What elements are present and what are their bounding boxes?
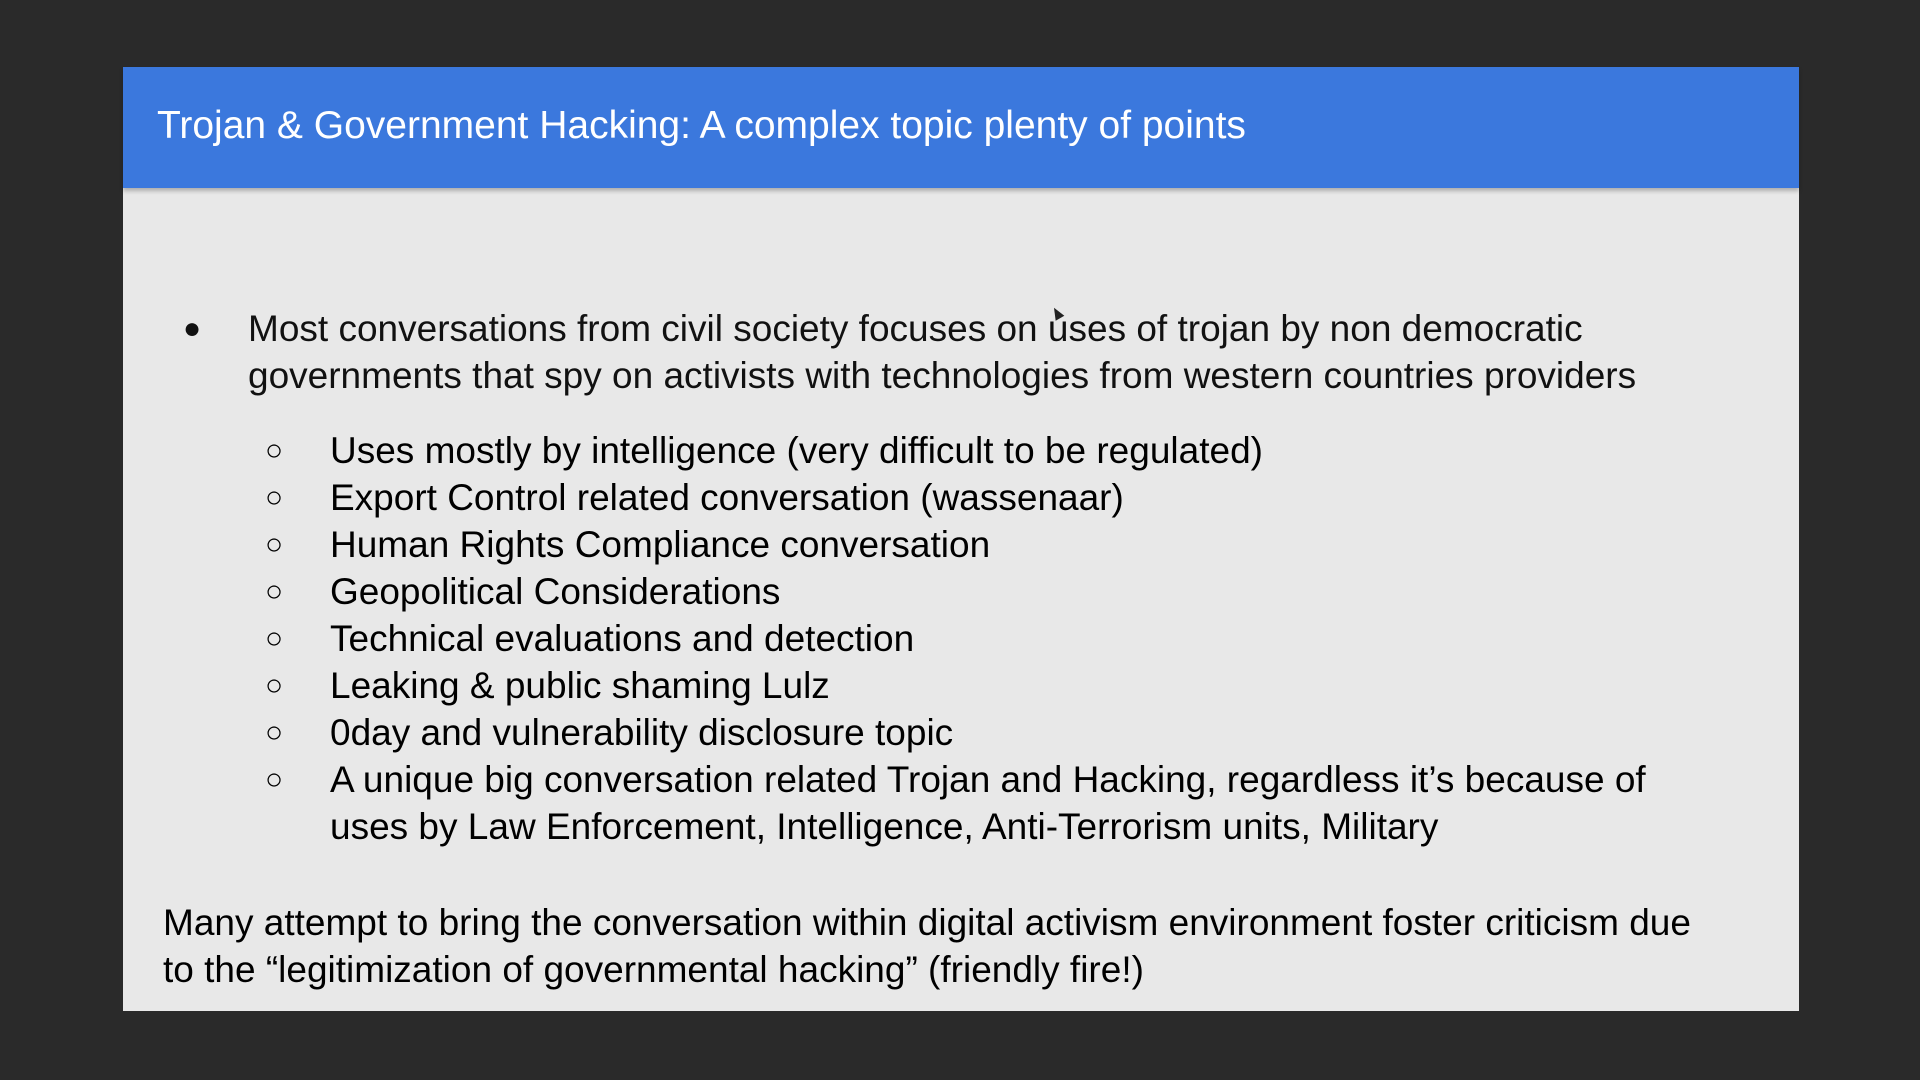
sub-bullet-text: A unique big conversation related Trojan and Hacking, regardless it’s because of uses by Law Enforcement, Intelligence, Anti-Terrorism units, Military: [330, 759, 1646, 847]
closing-statement: Many attempt to bring the conversation within digital activism environment foster criticism due to the “legitimization of governmental hacking” (friendly fire!): [163, 902, 1691, 990]
slide: [123, 67, 1799, 1011]
sub-bullet-marker: ○: [265, 481, 284, 514]
bullet-marker: ●: [183, 312, 202, 345]
sub-bullet-marker: ○: [265, 716, 284, 749]
sub-bullet-text: Uses mostly by intelligence (very difficult to be regulated): [330, 430, 1263, 471]
sub-bullet-item: [265, 521, 1730, 568]
sub-bullet-text: Leaking & public shaming Lulz: [330, 665, 830, 706]
sub-bullet-item: [265, 662, 1730, 709]
slide-title: Trojan & Government Hacking: A complex topic plenty of points: [157, 104, 1246, 147]
sub-bullet-marker: ○: [265, 575, 284, 608]
sub-bullet-text: Geopolitical Considerations: [330, 571, 781, 612]
slide-header: [123, 67, 1799, 188]
sub-bullet-item: [265, 427, 1730, 474]
sub-bullet-text: Technical evaluations and detection: [330, 618, 915, 659]
sub-bullet-marker: ○: [265, 669, 284, 702]
sub-bullet-item: [265, 615, 1730, 662]
sub-bullet-item: [265, 756, 1730, 850]
sub-bullet-item: [265, 474, 1730, 521]
sub-bullet-marker: ○: [265, 622, 284, 655]
sub-bullet-item: [265, 709, 1730, 756]
sub-bullet-text: 0day and vulnerability disclosure topic: [330, 712, 954, 753]
sub-bullet-marker: ○: [265, 763, 284, 796]
sub-bullet-text: Export Control related conversation (wassenaar): [330, 477, 1124, 518]
main-bullet-text: Most conversations from civil society focuses on uses of trojan by non democratic governments that spy on activists with technologies from western countries providers: [248, 308, 1637, 396]
sub-bullet-marker: ○: [265, 434, 284, 467]
sub-bullet-list: [265, 427, 1745, 850]
sub-bullet-marker: ○: [265, 528, 284, 561]
sub-bullet-item: [265, 568, 1730, 615]
sub-bullet-text: Human Rights Compliance conversation: [330, 524, 991, 565]
